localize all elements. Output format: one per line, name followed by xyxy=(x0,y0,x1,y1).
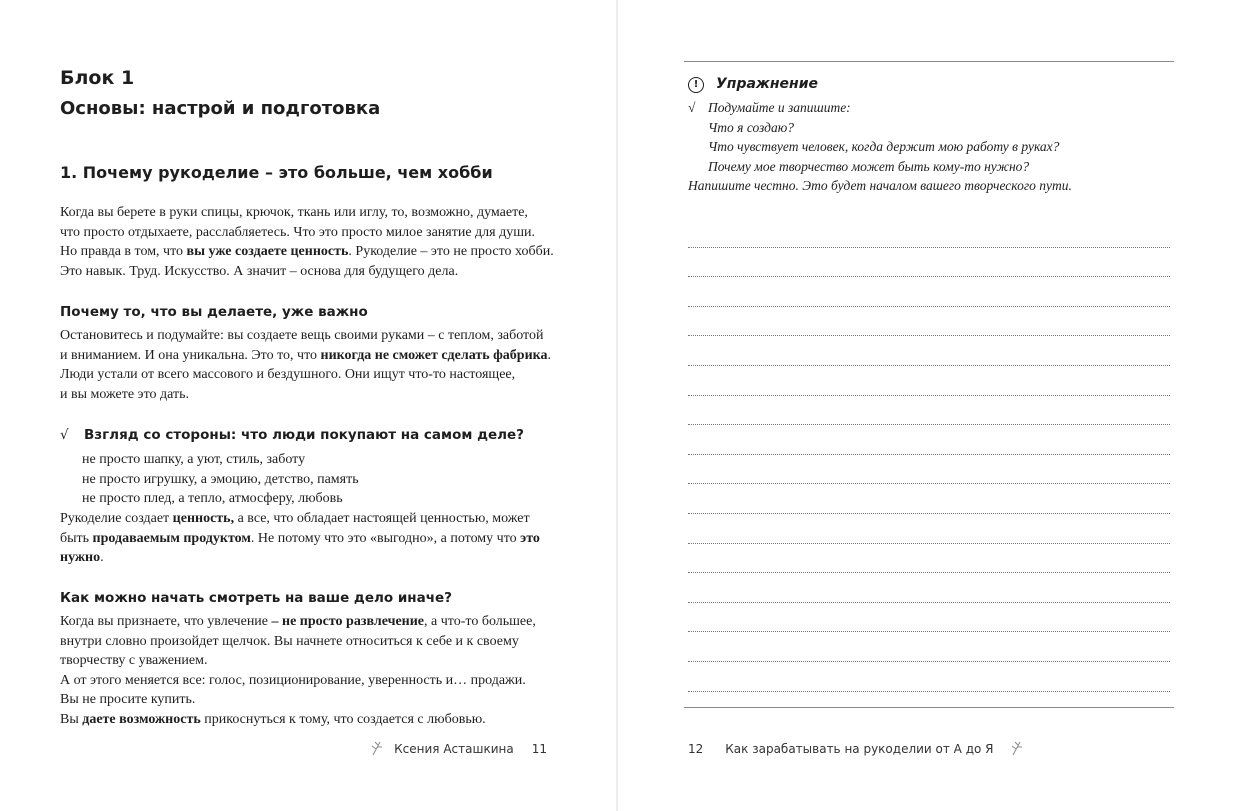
emphasis: это xyxy=(520,530,540,546)
text-line: Вы не просите купить. xyxy=(60,692,196,708)
emphasis: никогда не сможет сделать фабрика xyxy=(320,347,548,363)
page-footer xyxy=(688,740,1024,758)
text-line: Люди устали от всего массового и бездушного. Они ищут что-то настоящее, xyxy=(60,367,516,383)
writing-line[interactable] xyxy=(688,425,1170,455)
bottom-rule xyxy=(684,707,1174,708)
writing-line[interactable] xyxy=(688,662,1170,692)
text-line: Рукоделие создает xyxy=(60,511,173,526)
page-number: 11 xyxy=(531,742,547,756)
writing-line[interactable] xyxy=(688,218,1170,248)
text-line: , а что-то большее, xyxy=(424,614,536,629)
text-line: и вниманием. И она уникальна. Это то, что xyxy=(60,347,321,363)
left-page xyxy=(0,0,617,811)
check-mark-icon: √ xyxy=(688,100,696,115)
writing-line[interactable] xyxy=(688,632,1170,662)
emphasis: – не просто развлечение xyxy=(271,614,425,629)
text-line: . xyxy=(547,347,552,363)
writing-line[interactable] xyxy=(688,544,1170,574)
footer-book-title: Как зарабатывать на рукоделии от А до Я xyxy=(725,742,994,756)
exercise-line: Напишите честно. Это будет началом вашего творческого пути. xyxy=(688,178,1072,194)
text-line: быть xyxy=(60,530,93,546)
check-mark-icon: √ xyxy=(60,427,69,443)
writing-line[interactable] xyxy=(688,573,1170,603)
text-line: что просто отдыхаете, расслабляетесь. Что это просто милое занятие для души. xyxy=(60,224,535,240)
right-page xyxy=(618,0,1235,811)
text-line: Когда вы берете в руки спицы, крючок, ткань или иглу, то, возможно, думаете, xyxy=(60,205,528,220)
emphasis: вы уже создаете ценность xyxy=(186,244,349,260)
text-line: внутри словно произойдет щелчок. Вы начнете относиться к себе и к своему xyxy=(60,633,519,649)
subheading-look-differently: Как можно начать смотреть на ваше дело иначе? xyxy=(60,590,453,606)
emphasis: даете возможность xyxy=(82,711,201,727)
text-line: Вы xyxy=(60,711,83,727)
exclamation-icon: ! xyxy=(688,77,704,93)
text-line: . Рукоделие – это не просто хобби. xyxy=(348,244,554,260)
exercise-line: Что я создаю? xyxy=(708,119,794,135)
writing-line[interactable] xyxy=(688,396,1170,426)
emphasis: ценность, xyxy=(172,511,235,526)
text-line: Остановитесь и подумайте: вы создаете вещь своими руками – с теплом, заботой xyxy=(60,328,544,343)
writing-line[interactable] xyxy=(688,277,1170,307)
exercise-title: Упражнение xyxy=(716,76,819,92)
exercise-line: Что чувствует человек, когда держит мою работу в руках? xyxy=(708,139,1060,155)
writing-line[interactable] xyxy=(688,484,1170,514)
text-line: А от этого меняется все: голос, позиционирование, уверенность и… продажи. xyxy=(60,672,526,688)
text-line: творчеству с уважением. xyxy=(60,653,208,669)
text-line: и вы можете это дать. xyxy=(60,386,189,402)
buy-list xyxy=(82,450,359,509)
list-item: не просто игрушку, а эмоцию, детство, память xyxy=(82,471,359,487)
paragraph-2 xyxy=(60,326,555,404)
writing-line[interactable] xyxy=(688,366,1170,396)
footer-author: Ксения Асташкина xyxy=(394,742,514,756)
text-line: а все, что обладает настоящей ценностью, может xyxy=(234,511,530,526)
exercise-body xyxy=(688,98,1072,196)
section-title: 1. Почему рукоделие – это больше, чем хобби xyxy=(60,163,493,182)
block-subtitle: Основы: настрой и подготовка xyxy=(60,98,381,119)
exercise-heading xyxy=(688,74,818,94)
writing-line[interactable] xyxy=(688,248,1170,278)
emphasis: нужно xyxy=(60,550,101,566)
subheading-text: Взгляд со стороны: что люди покупают на самом деле? xyxy=(84,427,525,443)
writing-line[interactable] xyxy=(688,514,1170,544)
sprig-icon xyxy=(1010,740,1024,756)
text-line: Это навык. Труд. Искусство. А значит – основа для будущего дела. xyxy=(60,263,459,279)
top-rule xyxy=(684,61,1174,62)
page-footer xyxy=(370,740,547,758)
text-line: прикоснуться к тому, что создается с любовью. xyxy=(200,711,486,727)
block-title: Блок 1 xyxy=(60,67,135,89)
sprig-icon xyxy=(370,740,384,756)
subheading-important: Почему то, что вы делаете, уже важно xyxy=(60,304,368,320)
writing-line[interactable] xyxy=(688,603,1170,633)
list-item: не просто шапку, а уют, стиль, заботу xyxy=(82,452,306,467)
exercise-line xyxy=(688,98,1072,118)
writing-lines xyxy=(688,218,1170,692)
writing-line[interactable] xyxy=(688,455,1170,485)
paragraph-3 xyxy=(60,509,555,568)
text-line: Но правда в том, что xyxy=(60,244,187,260)
exercise-text: Подумайте и запишите: xyxy=(708,100,851,115)
writing-line[interactable] xyxy=(688,336,1170,366)
text-line: Когда вы признаете, что увлечение xyxy=(60,614,272,629)
text-line: . Не потому что это «выгодно», а потому что xyxy=(250,530,521,546)
emphasis: продаваемым продуктом xyxy=(92,530,251,546)
intro-paragraph xyxy=(60,203,555,281)
writing-line[interactable] xyxy=(688,307,1170,337)
exercise-line: Почему мое творчество может быть кому-то нужно? xyxy=(708,158,1030,174)
text-line: . xyxy=(100,550,104,566)
list-item: не просто плед, а тепло, атмосферу, любовь xyxy=(82,491,343,507)
subheading-outside-view xyxy=(60,426,524,444)
page-number: 12 xyxy=(688,742,704,756)
paragraph-4 xyxy=(60,612,555,730)
